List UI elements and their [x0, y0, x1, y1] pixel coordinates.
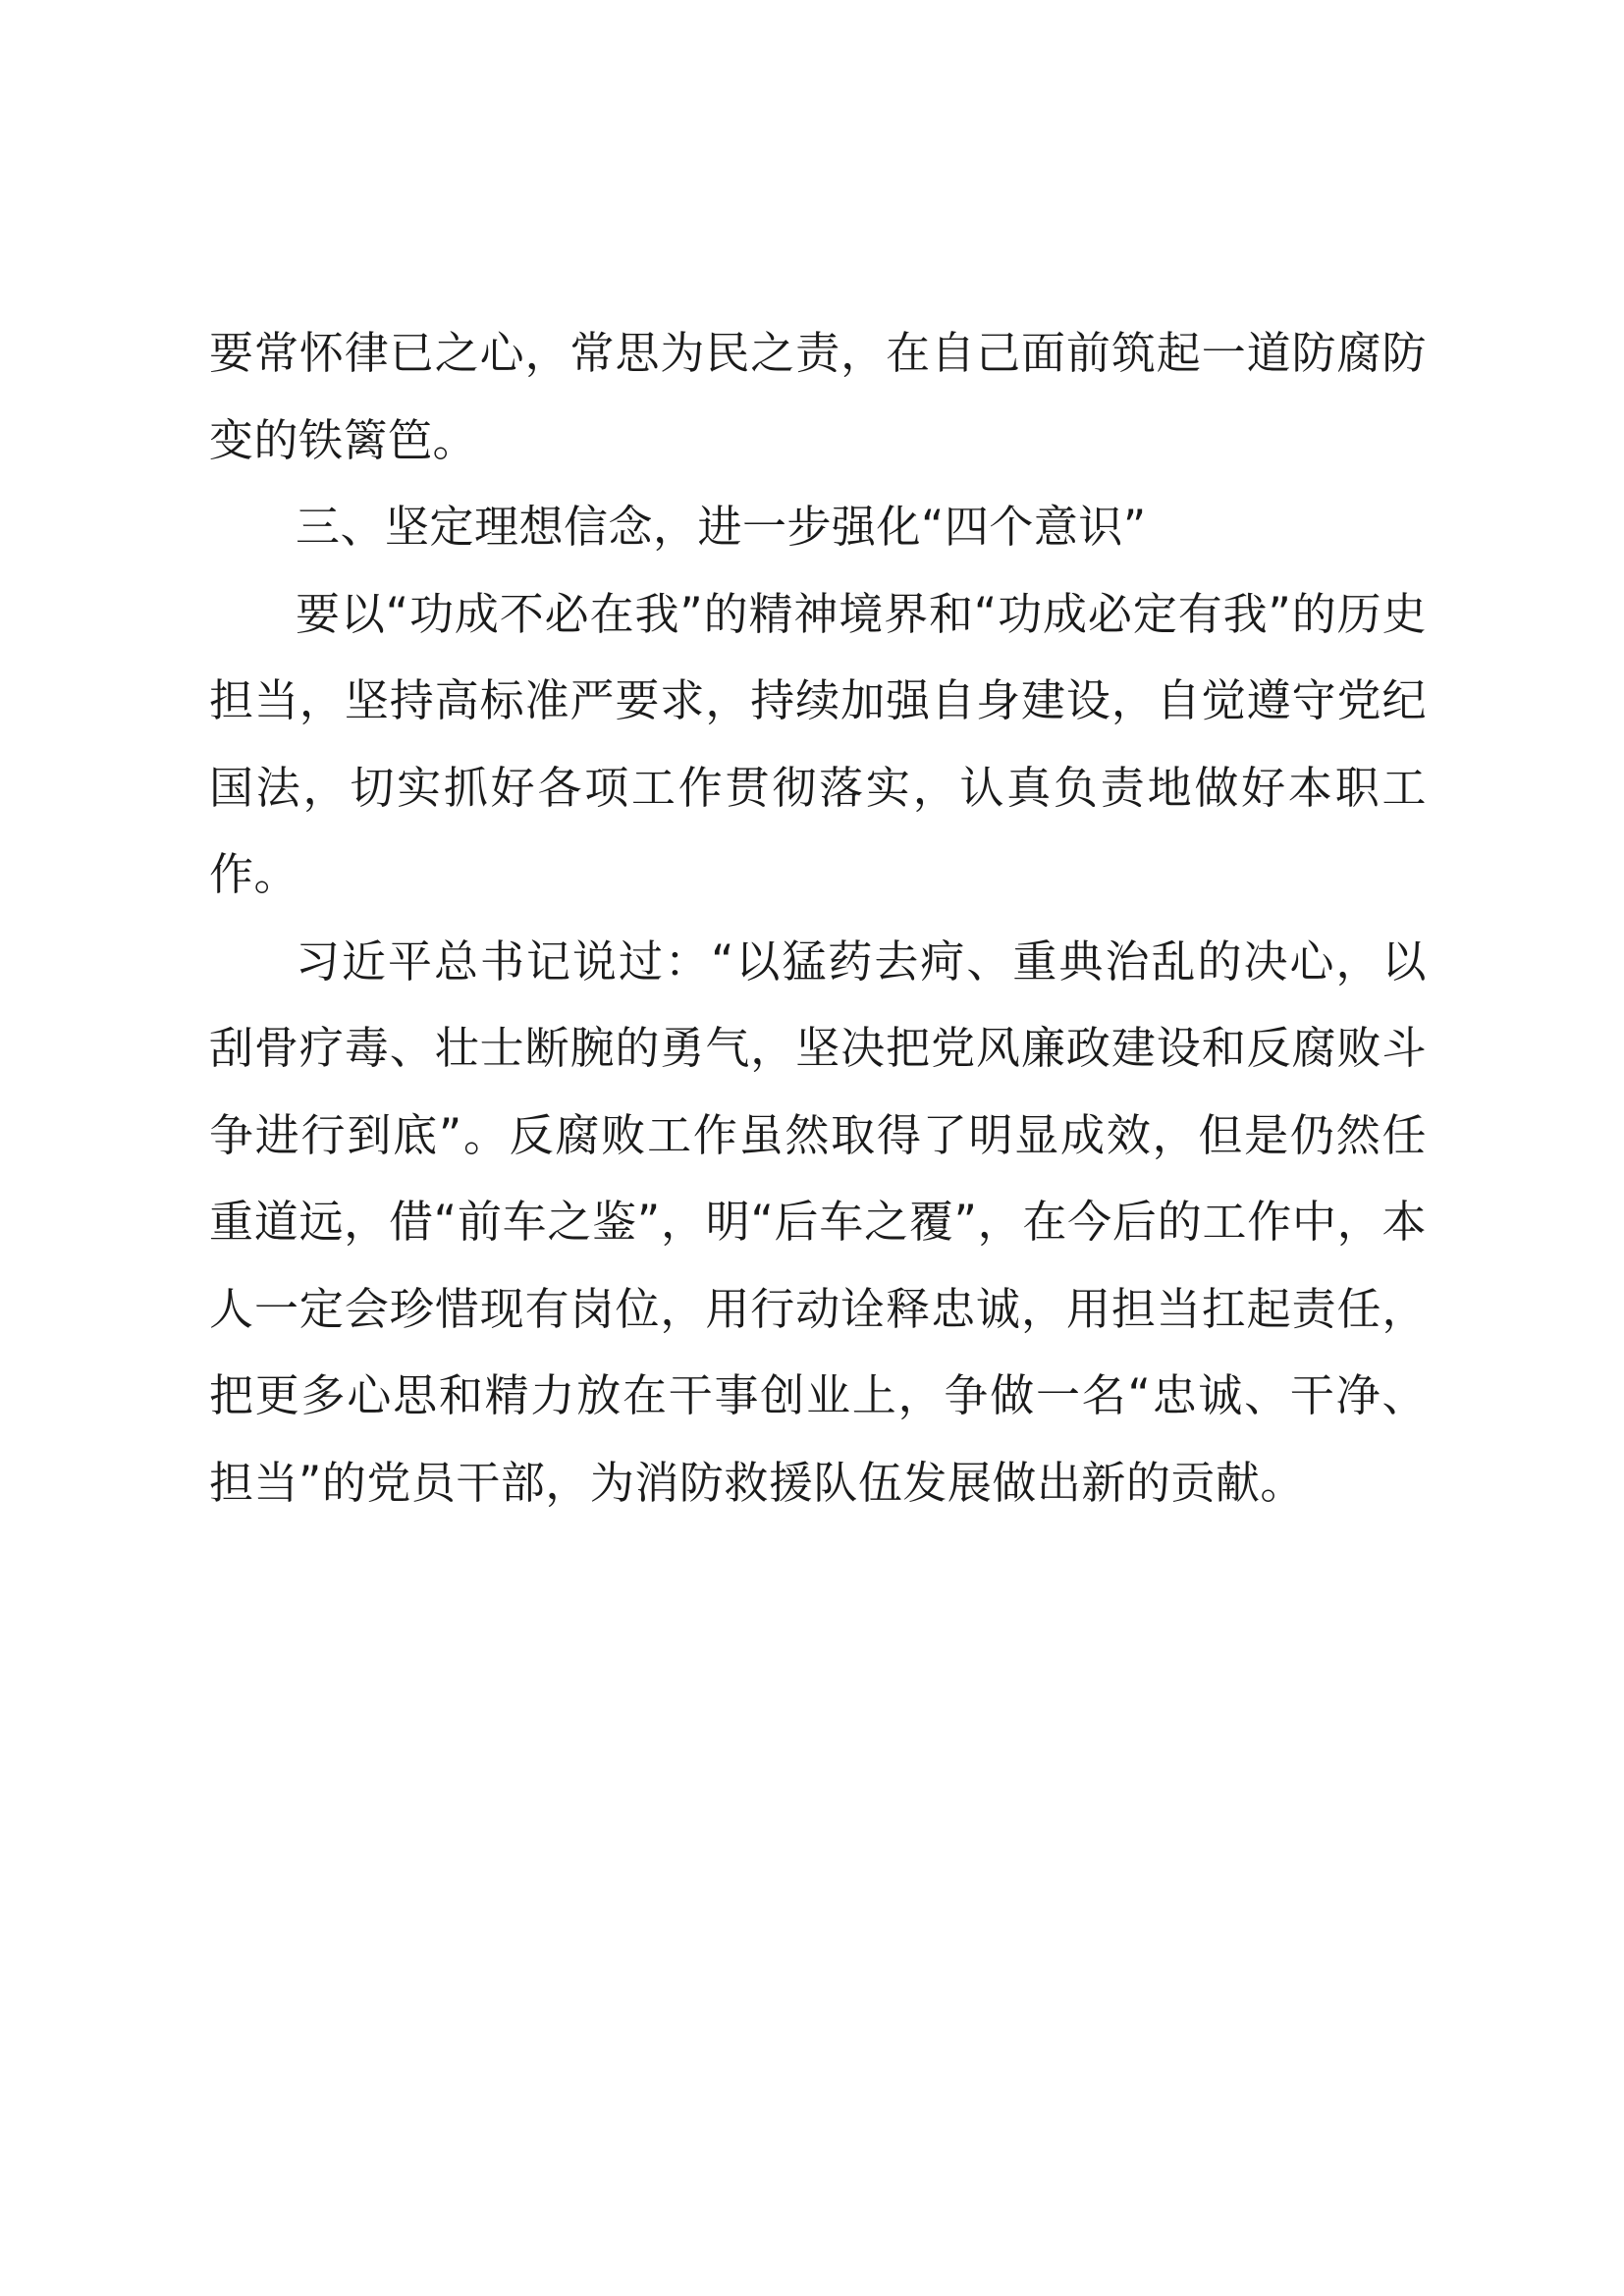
- section-heading: 三、坚定理想信念，进一步强化“四个意识”: [296, 501, 1147, 553]
- document-body: [209, 310, 1427, 1526]
- paragraph-continuation: 要常怀律已之心，常思为民之责，在自己面前筑起一道防腐防变的铁篱笆。: [209, 327, 1427, 466]
- paragraph: 习近平总书记说过：“以猛药去疴、重典治乱的决心，以刮骨疗毒、壮士断腕的勇气，坚决把党风廉政建设和反腐败斗争进行到底”。反腐败工作虽然取得了明显成效，但是仍然任重道远，借“前车之鉴”，明“后车之覆”，在今后的工作中，本人一定会珍惜现有岗位，用行动诠释忠诚，用担当扛起责任，把更多心思和精力放在干事创业上，争做一名“忠诚、干净、担当”的党员干部，为消防救援队伍发展做出新的贡献。: [209, 934, 1427, 1509]
- paragraph: 要以“功成不必在我”的精神境界和“功成必定有我”的历史担当，坚持高标准严要求，持续加强自身建设，自觉遵守党纪国法，切实抓好各项工作贯彻落实，认真负责地做好本职工作。: [209, 587, 1427, 900]
